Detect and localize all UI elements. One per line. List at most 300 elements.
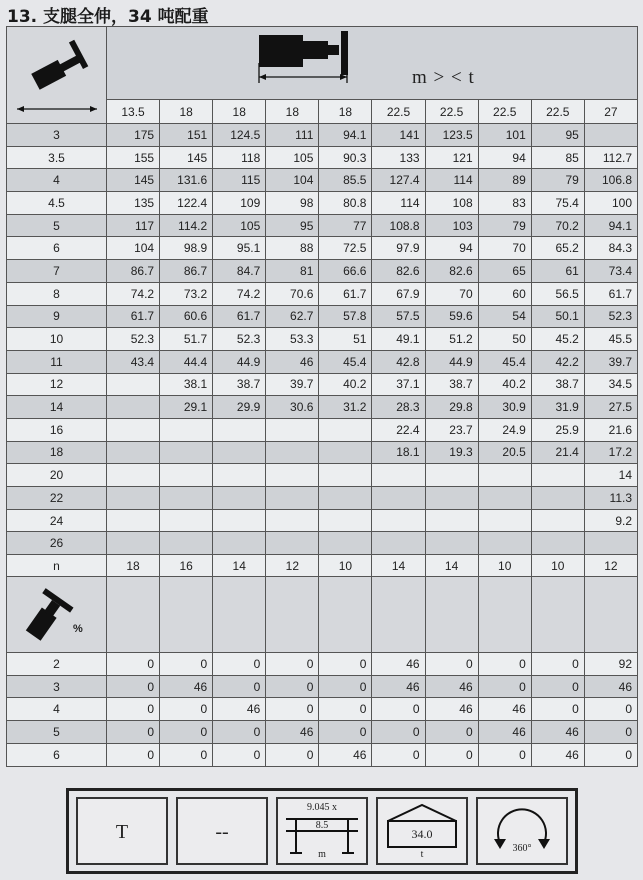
- load-value-cell: 95: [531, 124, 584, 147]
- load-value-cell: 45.5: [584, 328, 637, 351]
- load-value-cell: 121: [425, 146, 478, 169]
- reeving-cell: 18: [107, 555, 160, 577]
- telescope-blank-cell: [478, 577, 531, 653]
- load-value-cell: 82.6: [372, 260, 425, 283]
- load-value-cell: 14: [584, 464, 637, 487]
- load-value-cell: 108: [425, 192, 478, 215]
- extension-value-cell: 0: [107, 675, 160, 698]
- load-value-cell: 62.7: [266, 305, 319, 328]
- extension-value-cell: 0: [584, 743, 637, 766]
- load-value-cell: [107, 396, 160, 419]
- load-value-cell: [478, 532, 531, 555]
- load-value-cell: 151: [160, 124, 213, 147]
- load-value-cell: [372, 509, 425, 532]
- reeving-label: n: [7, 555, 107, 577]
- load-row: [7, 441, 638, 464]
- load-value-cell: 70.2: [531, 214, 584, 237]
- reeving-cell: 10: [531, 555, 584, 577]
- extension-value-cell: 0: [160, 743, 213, 766]
- extension-value-cell: 46: [478, 698, 531, 721]
- load-value-cell: 22.4: [372, 418, 425, 441]
- load-value-cell: 19.3: [425, 441, 478, 464]
- load-value-cell: 145: [107, 169, 160, 192]
- load-value-cell: [478, 487, 531, 510]
- radius-cell: 8: [7, 282, 107, 305]
- load-value-cell: 40.2: [319, 373, 372, 396]
- load-value-cell: 54: [478, 305, 531, 328]
- load-value-cell: 45.4: [478, 350, 531, 373]
- load-row: [7, 169, 638, 192]
- reeving-cell: 10: [319, 555, 372, 577]
- load-value-cell: 23.7: [425, 418, 478, 441]
- load-value-cell: [160, 487, 213, 510]
- load-value-cell: 43.4: [107, 350, 160, 373]
- load-value-cell: 17.2: [584, 441, 637, 464]
- load-row: [7, 350, 638, 373]
- radius-cell: 3: [7, 124, 107, 147]
- percent-label: %: [73, 623, 83, 636]
- load-value-cell: 31.2: [319, 396, 372, 419]
- extension-value-cell: 46: [372, 653, 425, 676]
- load-value-cell: 155: [107, 146, 160, 169]
- extension-value-cell: 0: [372, 698, 425, 721]
- load-value-cell: 115: [213, 169, 266, 192]
- extension-value-cell: 0: [107, 698, 160, 721]
- load-value-cell: 61.7: [107, 305, 160, 328]
- load-value-cell: 74.2: [107, 282, 160, 305]
- load-value-cell: 50.1: [531, 305, 584, 328]
- reeving-cell: 14: [372, 555, 425, 577]
- load-value-cell: 51: [319, 328, 372, 351]
- load-value-cell: 61: [531, 260, 584, 283]
- load-value-cell: [584, 532, 637, 555]
- outrigger-unit: m: [318, 849, 326, 860]
- load-value-cell: 9.2: [584, 509, 637, 532]
- load-row: [7, 328, 638, 351]
- load-value-cell: 67.9: [372, 282, 425, 305]
- boom-length-cell: 13.5: [107, 100, 160, 124]
- load-value-cell: 79: [478, 214, 531, 237]
- load-row: [7, 418, 638, 441]
- load-value-cell: 105: [266, 146, 319, 169]
- boom-length-cell: 27: [584, 100, 637, 124]
- extension-row: [7, 653, 638, 676]
- extension-value-cell: 0: [531, 675, 584, 698]
- load-value-cell: 25.9: [531, 418, 584, 441]
- extension-value-cell: 0: [531, 653, 584, 676]
- telescope-blank-cell: [584, 577, 637, 653]
- load-value-cell: 29.1: [160, 396, 213, 419]
- telescope-blank-cell: [107, 577, 160, 653]
- load-value-cell: [266, 441, 319, 464]
- load-value-cell: [107, 464, 160, 487]
- load-value-cell: [478, 509, 531, 532]
- radius-cell: 3.5: [7, 146, 107, 169]
- load-value-cell: 98.9: [160, 237, 213, 260]
- mode-label: T: [115, 821, 129, 843]
- load-value-cell: [266, 532, 319, 555]
- load-value-cell: 77: [319, 214, 372, 237]
- extension-value-cell: 46: [213, 698, 266, 721]
- load-value-cell: [319, 441, 372, 464]
- load-value-cell: 29.8: [425, 396, 478, 419]
- load-value-cell: 73.4: [584, 260, 637, 283]
- load-row: [7, 464, 638, 487]
- extension-value-cell: 0: [160, 698, 213, 721]
- radius-cell: 14: [7, 396, 107, 419]
- load-value-cell: 82.6: [425, 260, 478, 283]
- load-value-cell: 49.1: [372, 328, 425, 351]
- load-value-cell: [425, 532, 478, 555]
- extension-value-cell: 0: [372, 743, 425, 766]
- load-value-cell: 84.7: [213, 260, 266, 283]
- load-value-cell: 29.9: [213, 396, 266, 419]
- extension-value-cell: 46: [319, 743, 372, 766]
- telescope-blank-cell: [531, 577, 584, 653]
- extension-row: [7, 743, 638, 766]
- load-chart-table: [6, 26, 638, 767]
- boom-length-cell: 22.5: [478, 100, 531, 124]
- load-value-cell: 21.4: [531, 441, 584, 464]
- boom-length-cell: 18: [319, 100, 372, 124]
- load-value-cell: 75.4: [531, 192, 584, 215]
- section-cell: 4: [7, 698, 107, 721]
- extension-value-cell: 46: [372, 675, 425, 698]
- load-value-cell: 51.2: [425, 328, 478, 351]
- load-value-cell: [531, 464, 584, 487]
- load-value-cell: 141: [372, 124, 425, 147]
- radius-cell: 11: [7, 350, 107, 373]
- load-value-cell: 109: [213, 192, 266, 215]
- load-value-cell: 37.1: [372, 373, 425, 396]
- extension-value-cell: 46: [425, 675, 478, 698]
- extension-row: [7, 675, 638, 698]
- load-value-cell: 60: [478, 282, 531, 305]
- load-value-cell: 86.7: [160, 260, 213, 283]
- load-value-cell: 44.9: [213, 350, 266, 373]
- load-value-cell: 31.9: [531, 396, 584, 419]
- load-value-cell: 98: [266, 192, 319, 215]
- load-value-cell: 88: [266, 237, 319, 260]
- load-value-cell: [319, 464, 372, 487]
- extension-value-cell: 0: [584, 698, 637, 721]
- load-value-cell: 133: [372, 146, 425, 169]
- load-value-cell: [425, 487, 478, 510]
- load-value-cell: 44.9: [425, 350, 478, 373]
- load-value-cell: [425, 509, 478, 532]
- load-value-cell: [372, 487, 425, 510]
- extension-value-cell: 46: [531, 743, 584, 766]
- load-value-cell: 94: [478, 146, 531, 169]
- load-value-cell: 28.3: [372, 396, 425, 419]
- load-value-cell: [160, 441, 213, 464]
- load-value-cell: [266, 487, 319, 510]
- load-value-cell: 94: [425, 237, 478, 260]
- length-unit-label: m > < t: [412, 67, 475, 88]
- extension-value-cell: 0: [213, 675, 266, 698]
- counterweight-value: 34.0: [411, 827, 433, 841]
- extension-value-cell: 0: [213, 743, 266, 766]
- footer-box-outriggers: [276, 797, 368, 865]
- load-value-cell: [319, 532, 372, 555]
- load-value-cell: 97.9: [372, 237, 425, 260]
- load-row: [7, 124, 638, 147]
- extension-value-cell: 46: [531, 721, 584, 744]
- boom-length-icon: [107, 27, 627, 99]
- extension-value-cell: 0: [213, 721, 266, 744]
- extension-value-cell: 0: [425, 721, 478, 744]
- extension-value-cell: 46: [584, 675, 637, 698]
- extension-value-cell: 46: [266, 721, 319, 744]
- telescope-section-icon: [9, 577, 105, 649]
- radius-cell: 4: [7, 169, 107, 192]
- load-value-cell: 52.3: [584, 305, 637, 328]
- load-value-cell: 114: [425, 169, 478, 192]
- section-cell: 2: [7, 653, 107, 676]
- load-value-cell: [107, 373, 160, 396]
- load-value-cell: 46: [266, 350, 319, 373]
- load-row: [7, 509, 638, 532]
- load-value-cell: 104: [107, 237, 160, 260]
- extension-row: [7, 721, 638, 744]
- load-value-cell: 38.7: [531, 373, 584, 396]
- load-value-cell: 106.8: [584, 169, 637, 192]
- load-value-cell: [372, 532, 425, 555]
- telescope-blank-cell: [266, 577, 319, 653]
- radius-cell: 7: [7, 260, 107, 283]
- load-row: [7, 282, 638, 305]
- extension-value-cell: 46: [160, 675, 213, 698]
- load-value-cell: 83: [478, 192, 531, 215]
- extension-value-cell: 0: [213, 653, 266, 676]
- boom-length-cell: 22.5: [531, 100, 584, 124]
- load-value-cell: 123.5: [425, 124, 478, 147]
- load-value-cell: [584, 124, 637, 147]
- load-value-cell: 104: [266, 169, 319, 192]
- boom-length-cell: 18: [266, 100, 319, 124]
- load-row: [7, 396, 638, 419]
- load-value-cell: 66.6: [319, 260, 372, 283]
- extension-value-cell: 0: [107, 721, 160, 744]
- load-value-cell: [478, 464, 531, 487]
- load-value-cell: 53.3: [266, 328, 319, 351]
- load-value-cell: 70.6: [266, 282, 319, 305]
- extension-value-cell: 92: [584, 653, 637, 676]
- footer-box-counterweight: [376, 797, 468, 865]
- load-value-cell: 89: [478, 169, 531, 192]
- extension-value-cell: 0: [160, 653, 213, 676]
- telescope-blank-cell: [319, 577, 372, 653]
- load-value-cell: 131.6: [160, 169, 213, 192]
- load-value-cell: 60.6: [160, 305, 213, 328]
- radius-cell: 20: [7, 464, 107, 487]
- extension-value-cell: 0: [160, 721, 213, 744]
- load-value-cell: 56.5: [531, 282, 584, 305]
- load-value-cell: 52.3: [213, 328, 266, 351]
- load-value-cell: 124.5: [213, 124, 266, 147]
- load-row: [7, 373, 638, 396]
- load-value-cell: 103: [425, 214, 478, 237]
- slew-label: 360°: [512, 843, 532, 854]
- radius-cell: 9: [7, 305, 107, 328]
- load-value-cell: [266, 464, 319, 487]
- load-value-cell: [319, 509, 372, 532]
- load-value-cell: 80.8: [319, 192, 372, 215]
- load-value-cell: [160, 464, 213, 487]
- load-value-cell: [213, 464, 266, 487]
- load-value-cell: 39.7: [266, 373, 319, 396]
- load-value-cell: 105: [213, 214, 266, 237]
- load-value-cell: 74.2: [213, 282, 266, 305]
- telescope-blank-cell: [160, 577, 213, 653]
- load-value-cell: [531, 487, 584, 510]
- load-value-cell: 122.4: [160, 192, 213, 215]
- load-value-cell: 117: [107, 214, 160, 237]
- reeving-cell: 12: [584, 555, 637, 577]
- load-value-cell: 38.7: [425, 373, 478, 396]
- reeving-cell: 14: [213, 555, 266, 577]
- radius-cell: 6: [7, 237, 107, 260]
- extension-value-cell: 0: [319, 698, 372, 721]
- load-value-cell: 45.2: [531, 328, 584, 351]
- section-cell: 3: [7, 675, 107, 698]
- telescope-blank-cell: [372, 577, 425, 653]
- extension-value-cell: 0: [266, 743, 319, 766]
- page-title: 13. 支腿全伸，34 吨配重: [7, 7, 209, 27]
- load-value-cell: 95: [266, 214, 319, 237]
- extension-value-cell: 0: [319, 721, 372, 744]
- load-row: [7, 214, 638, 237]
- load-value-cell: [107, 487, 160, 510]
- extension-value-cell: 0: [266, 675, 319, 698]
- radius-cell: 24: [7, 509, 107, 532]
- boom-length-header: [107, 27, 638, 100]
- load-row: [7, 260, 638, 283]
- extension-value-cell: 0: [107, 743, 160, 766]
- load-value-cell: [319, 487, 372, 510]
- load-value-cell: [213, 532, 266, 555]
- load-value-cell: 90.3: [319, 146, 372, 169]
- load-value-cell: 95.1: [213, 237, 266, 260]
- boom-length-cell: 18: [213, 100, 266, 124]
- reeving-cell: 12: [266, 555, 319, 577]
- load-value-cell: 85.5: [319, 169, 372, 192]
- load-value-cell: 20.5: [478, 441, 531, 464]
- load-value-cell: 38.7: [213, 373, 266, 396]
- load-value-cell: [160, 532, 213, 555]
- load-value-cell: [107, 441, 160, 464]
- load-row: [7, 487, 638, 510]
- telescope-header-row: [7, 577, 638, 653]
- extension-value-cell: 0: [584, 721, 637, 744]
- load-value-cell: 59.6: [425, 305, 478, 328]
- footer-panel: [66, 788, 578, 874]
- radius-cell: 26: [7, 532, 107, 555]
- load-value-cell: 100: [584, 192, 637, 215]
- extension-value-cell: 46: [478, 721, 531, 744]
- radius-cell: 12: [7, 373, 107, 396]
- load-value-cell: [266, 509, 319, 532]
- load-value-cell: 108.8: [372, 214, 425, 237]
- outrigger-width: 8.5: [315, 820, 329, 831]
- extension-value-cell: 0: [425, 653, 478, 676]
- load-value-cell: 79: [531, 169, 584, 192]
- load-value-cell: 30.6: [266, 396, 319, 419]
- load-value-cell: 57.8: [319, 305, 372, 328]
- boom-length-cell: 22.5: [372, 100, 425, 124]
- load-value-cell: 127.4: [372, 169, 425, 192]
- load-value-cell: [425, 464, 478, 487]
- boom-length-cell: 18: [160, 100, 213, 124]
- radius-cell: 5: [7, 214, 107, 237]
- load-value-cell: 81: [266, 260, 319, 283]
- extension-value-cell: 0: [425, 743, 478, 766]
- extension-value-cell: 0: [531, 698, 584, 721]
- load-value-cell: [213, 441, 266, 464]
- boom-length-cell: 22.5: [425, 100, 478, 124]
- extension-row: [7, 698, 638, 721]
- load-value-cell: 30.9: [478, 396, 531, 419]
- load-value-cell: 44.4: [160, 350, 213, 373]
- load-value-cell: 70: [478, 237, 531, 260]
- section-cell: 6: [7, 743, 107, 766]
- extension-value-cell: 0: [107, 653, 160, 676]
- load-row: [7, 146, 638, 169]
- load-value-cell: [213, 509, 266, 532]
- load-value-cell: 34.5: [584, 373, 637, 396]
- counterweight-unit: t: [420, 849, 424, 860]
- reeving-cell: 14: [425, 555, 478, 577]
- footer-box-jib: [176, 797, 268, 865]
- load-value-cell: 86.7: [107, 260, 160, 283]
- load-value-cell: 21.6: [584, 418, 637, 441]
- load-value-cell: 73.2: [160, 282, 213, 305]
- load-value-cell: 111: [266, 124, 319, 147]
- load-value-cell: 57.5: [372, 305, 425, 328]
- load-value-cell: [160, 509, 213, 532]
- load-value-cell: [213, 418, 266, 441]
- section-cell: 5: [7, 721, 107, 744]
- extension-value-cell: 0: [372, 721, 425, 744]
- load-row: [7, 305, 638, 328]
- extension-value-cell: 46: [425, 698, 478, 721]
- radius-cell: 16: [7, 418, 107, 441]
- extension-value-cell: 0: [478, 653, 531, 676]
- load-value-cell: 11.3: [584, 487, 637, 510]
- load-value-cell: [107, 509, 160, 532]
- load-row: [7, 237, 638, 260]
- load-value-cell: 52.3: [107, 328, 160, 351]
- load-value-cell: 112.7: [584, 146, 637, 169]
- jib-label: --: [215, 821, 229, 843]
- load-value-cell: [531, 509, 584, 532]
- load-value-cell: 45.4: [319, 350, 372, 373]
- radius-cell: 4.5: [7, 192, 107, 215]
- extension-value-cell: 0: [478, 743, 531, 766]
- footer-box-slew: [476, 797, 568, 865]
- load-value-cell: 72.5: [319, 237, 372, 260]
- load-value-cell: 42.8: [372, 350, 425, 373]
- radius-cell: 18: [7, 441, 107, 464]
- load-value-cell: 114.2: [160, 214, 213, 237]
- reeving-cell: 16: [160, 555, 213, 577]
- load-value-cell: [319, 418, 372, 441]
- radius-cell: 22: [7, 487, 107, 510]
- load-value-cell: [160, 418, 213, 441]
- load-value-cell: 85: [531, 146, 584, 169]
- load-value-cell: 145: [160, 146, 213, 169]
- telescope-blank-cell: [425, 577, 478, 653]
